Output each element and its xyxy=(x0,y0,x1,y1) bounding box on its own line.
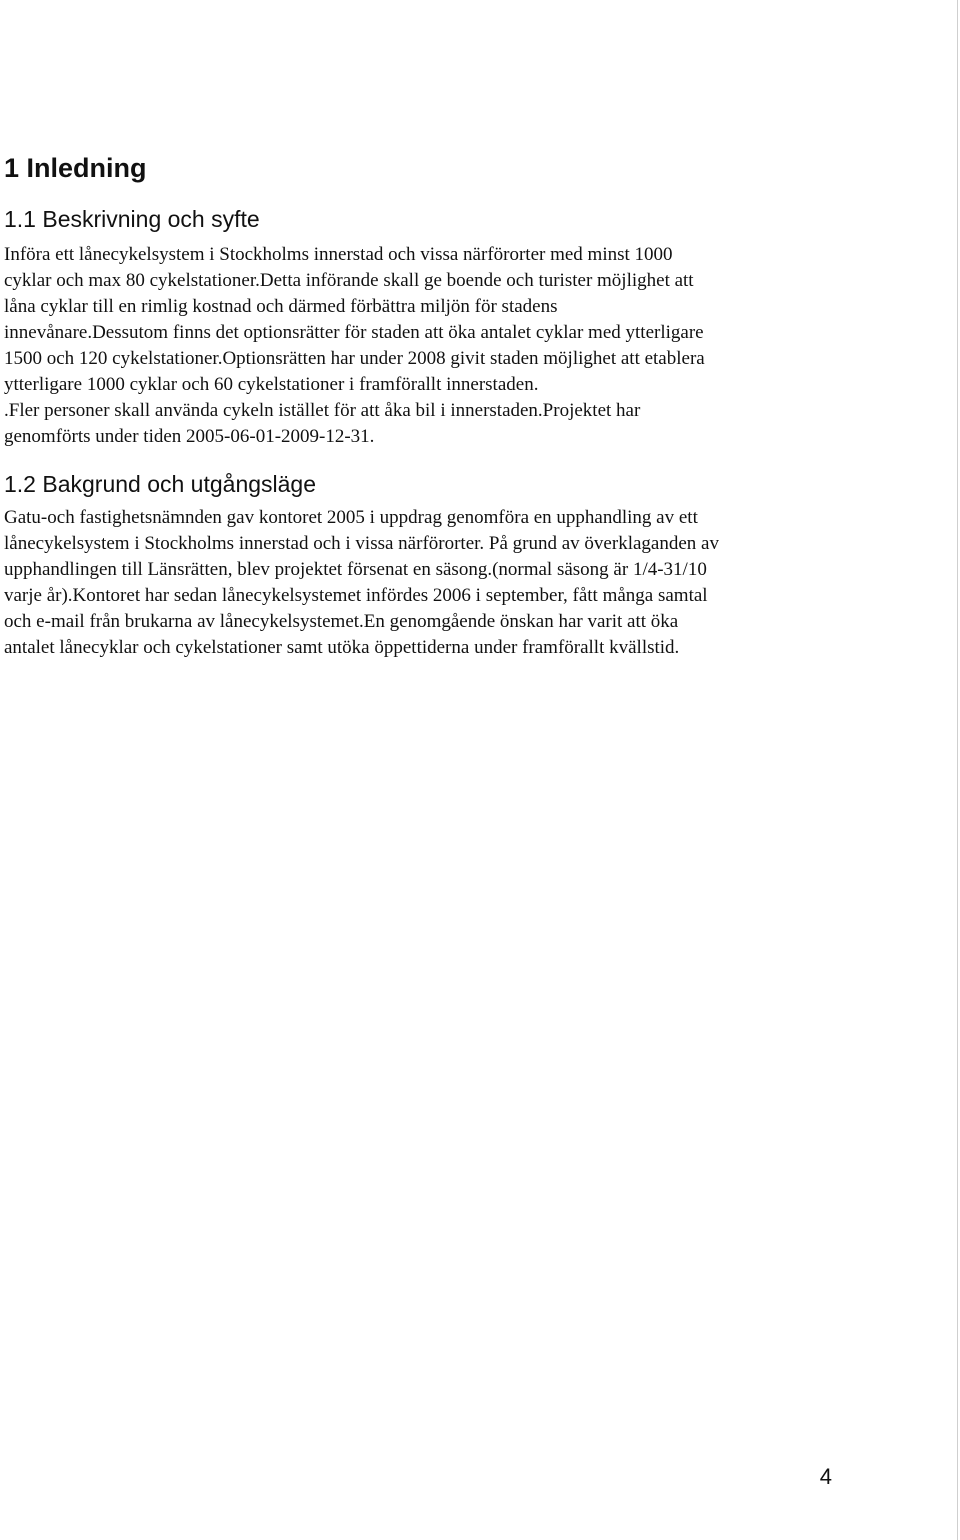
paragraph-line: 1500 och 120 cykelstationer.Optionsrätten har under 2008 givit staden möjlighet att etablera xyxy=(4,348,705,369)
paragraph-line: lånecykelsystem i Stockholms innerstad och i vissa närförorter. På grund av överklaganden av xyxy=(4,533,719,554)
paragraph-line: varje år).Kontoret har sedan lånecykelsystemet infördes 2006 i september, fått många samtal xyxy=(4,585,708,606)
paragraph-line: Gatu-och fastighetsnämnden gav kontoret 2005 i uppdrag genomföra en upphandling av ett xyxy=(4,507,698,528)
section-body-bakgrund xyxy=(4,505,904,661)
page-number: 4 xyxy=(819,1464,832,1489)
section-heading-beskrivning: 1.1 Beskrivning och syfte xyxy=(4,206,260,232)
chapter-title: 1 Inledning xyxy=(4,153,147,183)
paragraph-line: upphandlingen till Länsrätten, blev projektet försenat en säsong.(normal säsong är 1/4-31/10 xyxy=(4,559,707,580)
paragraph-line: ytterligare 1000 cyklar och 60 cykelstationer i framförallt innerstaden. xyxy=(4,374,539,395)
paragraph-line: Införa ett lånecykelsystem i Stockholms innerstad och vissa närförorter med minst 1000 xyxy=(4,244,673,265)
paragraph-line: och e-mail från brukarna av lånecykelsystemet.En genomgående önskan har varit att öka xyxy=(4,611,679,632)
paragraph-line: antalet lånecyklar och cykelstationer samt utöka öppettiderna under framförallt kvällstid. xyxy=(4,637,680,658)
paragraph-line: genomförts under tiden 2005-06-01-2009-12-31. xyxy=(4,426,375,447)
paragraph-line: cyklar och max 80 cykelstationer.Detta införande skall ge boende och turister möjlighet att xyxy=(4,270,694,291)
paragraph-line: innevånare.Dessutom finns det optionsrätter för staden att öka antalet cyklar med ytterligare xyxy=(4,322,704,343)
paragraph-line: låna cyklar till en rimlig kostnad och därmed förbättra miljön för stadens xyxy=(4,296,558,317)
section-body-beskrivning xyxy=(4,242,904,450)
paragraph-line: .Fler personer skall använda cykeln istället för att åka bil i innerstaden.Projektet har xyxy=(4,400,641,421)
section-heading-bakgrund: 1.2 Bakgrund och utgångsläge xyxy=(4,471,317,497)
